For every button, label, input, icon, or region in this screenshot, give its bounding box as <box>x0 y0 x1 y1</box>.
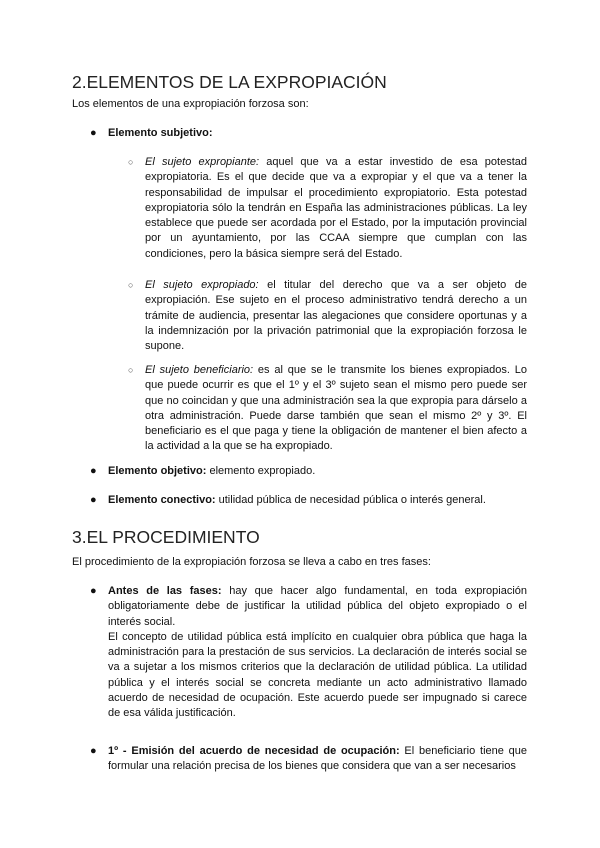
circle-bullet-icon: ○ <box>128 280 134 290</box>
item-label: Elemento subjetivo: <box>108 127 213 139</box>
item-text: utilidad pública de necesidad pública o interés general. <box>215 494 486 506</box>
item-text: aquel que va a estar investido de esa potestad expropiatoria. Es el que decide que va a expropiar y el que va a tener la responsabilidad de impulsar el procedimiento expropiatorio. Esta potestad expropiatoria sólo la tendrán en España las administraciones públicas. La ley establece que puede ser acordada por el Estado, por la imputación provincial por un ayuntamiento, por las CCAA siempre que cumplan con las condiciones, pero la básica siempre será del Estado. <box>145 156 527 260</box>
list-item <box>108 126 527 141</box>
list-item <box>108 493 527 508</box>
item-text: elemento expropiado. <box>206 465 316 477</box>
bullet-icon: ● <box>90 494 97 506</box>
circle-bullet-icon: ○ <box>128 365 134 375</box>
paragraph: El procedimiento de la expropiación forzosa se lleva a cabo en tres fases: <box>72 556 431 568</box>
item-label: Antes de las fases: <box>108 585 222 597</box>
list-item <box>145 363 527 455</box>
bullet-icon: ● <box>90 745 97 757</box>
bullet-icon: ● <box>90 127 97 139</box>
item-text: El concepto de utilidad pública está implícito en cualquier obra pública que haga la administración para la prestación de sus servicios. La declaración de interés social se va a sujetar a los mismos criterios que la declaración de utilidad pública. La utilidad pública y el interés social se concreta mediante un acto administrativo llamado acuerdo de necesidad de ocupación. Este acuerdo puede ser impugnado si carece de esa válida justificación. <box>108 630 527 720</box>
item-label: Elemento objetivo: <box>108 465 207 477</box>
item-text: hay que hacer algo fundamental, en toda expropiación obligatoriamente debe de justificar la utilidad pública del objeto expropiado o el interés social. <box>108 585 527 628</box>
item-term: El sujeto expropiado: <box>145 279 259 291</box>
section-heading: 2.ELEMENTOS DE LA EXPROPIACIÓN <box>72 72 387 92</box>
item-text: es al que se le transmite los bienes expropiados. Lo que puede ocurrir es que el 1º y el 3º sujeto sean el mismo pero puede ser que no coincidan y que una administración sea la que expropia para dárselo a otra administración. Puede darse también que sean el mismo 2º y 3º. El beneficiario es el que paga y tiene la obligación de mantener el bien afecto a la actividad a la que se ha expropiado. <box>145 364 527 453</box>
list-item <box>108 744 527 775</box>
section-heading: 3.EL PROCEDIMIENTO <box>72 527 260 547</box>
bullet-icon: ● <box>90 585 97 597</box>
item-text: el titular del derecho que va a ser objeto de expropiación. Ese sujeto en el proceso administrativo tendrá derecho a un trámite de audiencia, presentar las alegaciones que considere oportunas y a la indemnización por la privación patrimonial que la expropiación forzosa le supone. <box>145 279 527 353</box>
item-text: El beneficiario tiene que formular una relación precisa de los bienes que considera que van a ser necesarios <box>108 745 527 773</box>
list-item <box>145 155 527 262</box>
paragraph: Los elementos de una expropiación forzosa son: <box>72 98 309 110</box>
item-label: 1º - Emisión del acuerdo de necesidad de ocupación: <box>108 745 400 757</box>
item-label: Elemento conectivo: <box>108 494 216 506</box>
list-item <box>145 278 527 354</box>
bullet-icon: ● <box>90 465 97 477</box>
list-item <box>108 464 527 479</box>
list-item <box>108 584 527 722</box>
item-term: El sujeto expropiante: <box>145 156 260 168</box>
item-term: El sujeto beneficiario: <box>145 364 254 376</box>
circle-bullet-icon: ○ <box>128 157 134 167</box>
